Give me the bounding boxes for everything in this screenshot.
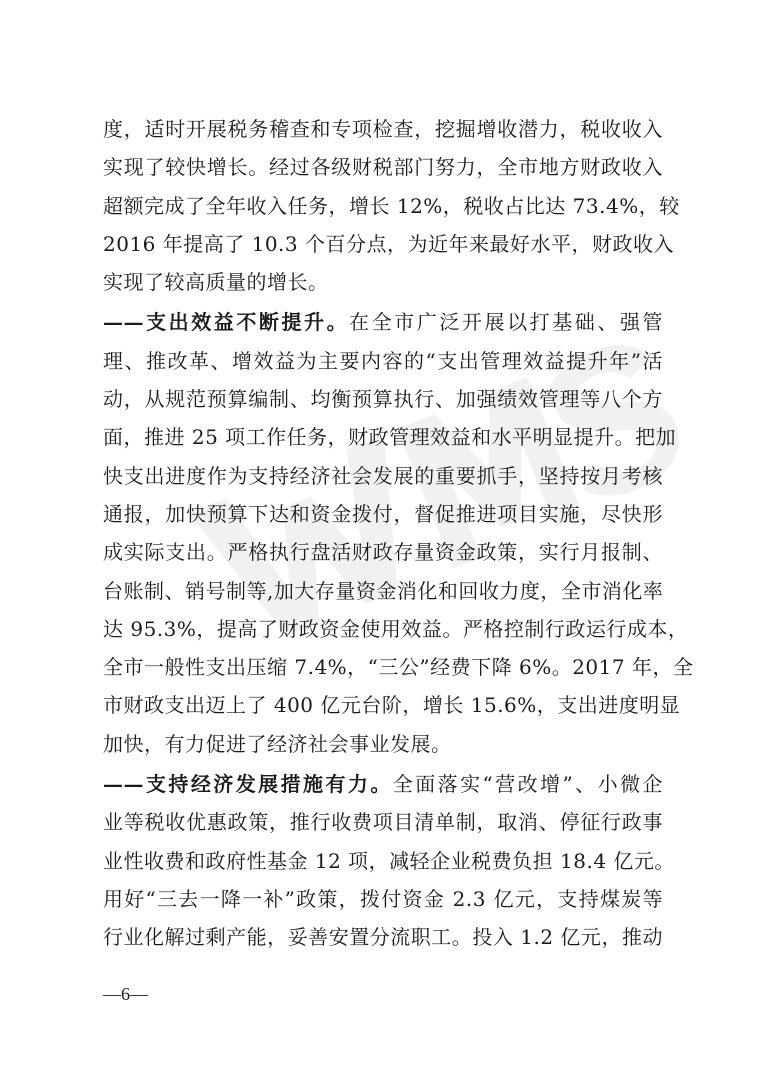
text-line: 实现了较快增长。经过各级财税部门努力，全市地方财政收入 [103, 155, 663, 180]
body-text [103, 110, 694, 957]
paragraph-expenditure [103, 303, 694, 763]
text-line: 市财政支出迈上了 400 亿元台阶，增长 15.6%，支出进度明显 [103, 693, 681, 718]
text-line: 台账制、销号制等,加大存量资金消化和回收力度，全市消化率 [103, 578, 664, 603]
text-line: 度，适时开展税务稽查和专项检查，挖掘增收潜力，税收收入 [103, 117, 663, 141]
text-line: 2016 年提高了 10.3 个百分点，为近年来最好水平，财政收入 [103, 231, 675, 256]
text-line: 超额完成了全年收入任务，增长 12%，税收占比达 73.4%，较 [103, 193, 680, 218]
text-line: 通报，加快预算下达和资金拨付，督促推进项目实施，尽快形 [103, 501, 663, 526]
text-line: 达 95.3%，提高了财政资金使用效益。严格控制行政运行成本， [103, 616, 689, 641]
page-number: —6— [103, 984, 148, 1004]
text-line-first [103, 765, 663, 803]
text-line: 动，从规范预算编制、均衡预算执行、加强绩效管理等八个方 [103, 387, 663, 412]
text-line: 业性收费和政府性基金 12 项，减轻企业税费负担 18.4 亿元。 [103, 848, 675, 873]
text-line: 面，推进 25 项工作任务，财政管理效益和水平明显提升。把加 [103, 425, 677, 450]
paragraph-economic-support [103, 765, 675, 956]
text-line-first [103, 303, 663, 341]
section-heading: ——支出效益不断提升。 [103, 310, 350, 335]
text-span: 在全市广泛开展以打基础、强管 [349, 310, 664, 335]
text-line: 快支出进度作为支持经济社会发展的重要抓手，坚持按月考核 [103, 463, 663, 488]
text-line: 全市一般性支出压缩 7.4%，“三公”经费下降 6%。2017 年，全 [103, 655, 694, 680]
text-line: 理、推改革、增效益为主要内容的“支出管理效益提升年”活 [103, 348, 663, 373]
text-line: 加快，有力促进了经济社会事业发展。 [103, 731, 452, 756]
text-line: 实现了较高质量的增长。 [103, 270, 329, 295]
section-heading: ——支持经济发展措施有力。 [103, 772, 393, 797]
text-span: 全面落实“营改增”、小微企 [392, 772, 664, 797]
text-line: 业等税收优惠政策，推行收费项目清单制，取消、停征行政事 [103, 810, 663, 835]
text-line: 行业化解过剩产能，妥善安置分流职工。投入 1.2 亿元，推动 [103, 925, 663, 950]
text-line: 成实际支出。严格执行盘活财政存量资金政策，实行月报制、 [103, 540, 663, 565]
paragraph-revenue [103, 110, 680, 301]
text-line: 用好“三去一降一补”政策，拨付资金 2.3 亿元，支持煤炭等 [103, 886, 663, 911]
